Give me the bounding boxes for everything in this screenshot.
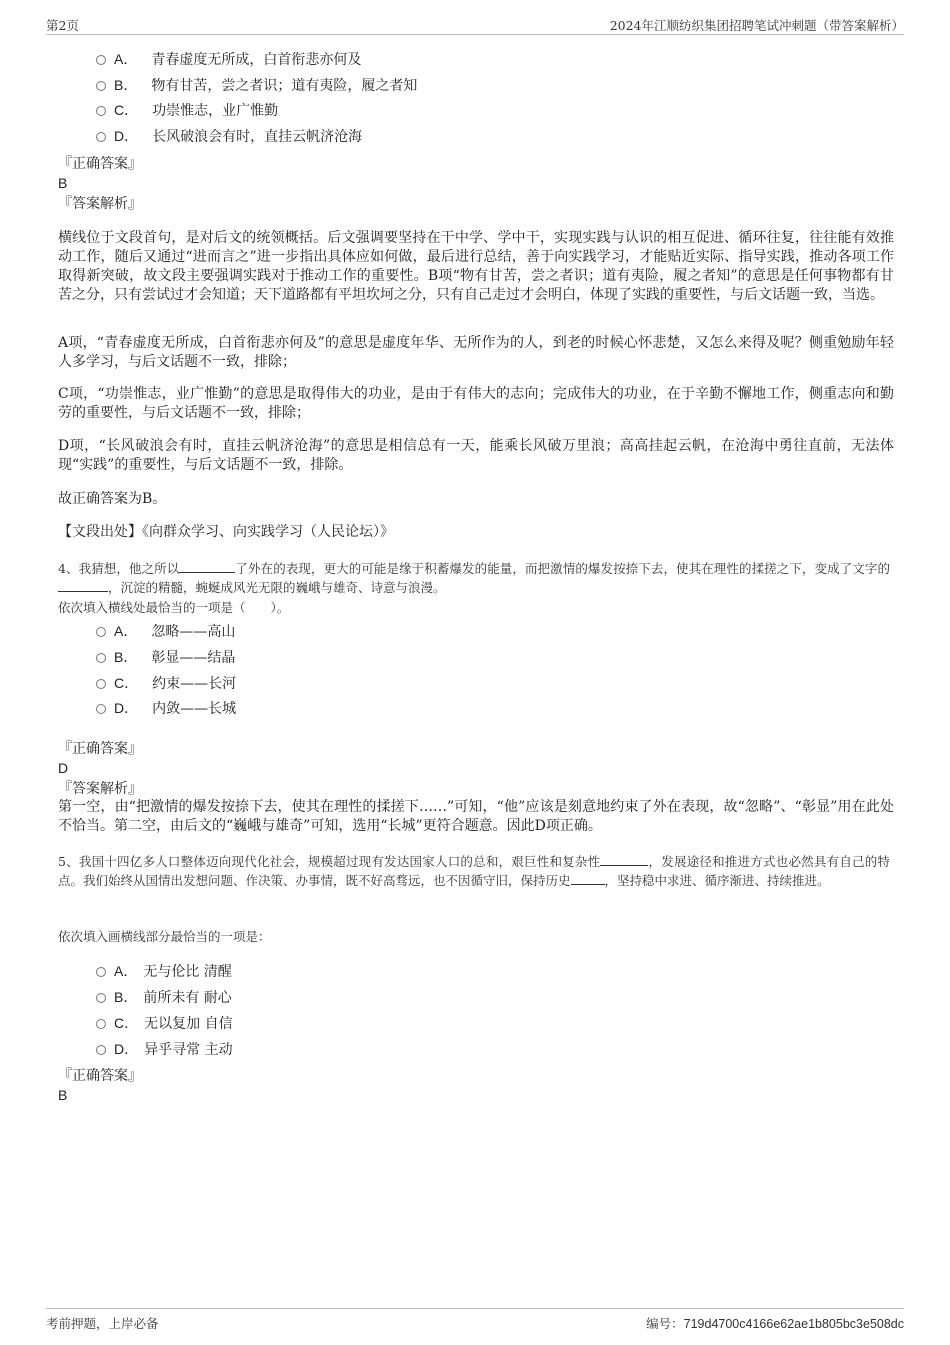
fill-blank — [600, 852, 648, 866]
q3-analysis-label: 『答案解析』 — [58, 196, 142, 212]
q4-answer-label: 『正确答案』 — [58, 741, 142, 757]
q5-prompt: 依次填入画横线部分最恰当的一项是： — [58, 929, 271, 944]
q3-option-d[interactable]: D． 长风破浪会有时，直挂云帆济沧海 — [96, 126, 362, 146]
option-text: 约束——长河 — [152, 676, 237, 692]
radio-icon[interactable] — [96, 106, 106, 116]
radio-icon[interactable] — [96, 993, 106, 1003]
option-text: 彰显——结晶 — [151, 650, 236, 666]
option-text: 异乎寻常 主动 — [144, 1042, 233, 1058]
page-number: 第2页 — [46, 18, 79, 33]
option-text: 长风破浪会有时，直挂云帆济沧海 — [152, 129, 363, 145]
radio-icon[interactable] — [96, 704, 106, 714]
radio-icon[interactable] — [96, 1045, 106, 1055]
q3-analysis-paragraph: A项，“青春虚度无所成，白首衔悲亦何及”的意思是虚度年华、无所作为的人，到老的时候心怀悲楚，又怎么来得及呢？侧重勉励年轻人多学习，与后文话题不一致，排除； — [58, 335, 894, 370]
q4-analysis-label: 『答案解析』 — [58, 781, 142, 797]
q5-option-d[interactable]: D． 异乎寻常 主动 — [96, 1039, 233, 1059]
radio-icon[interactable] — [96, 679, 106, 689]
q5-option-b[interactable]: B． 前所未有 耐心 — [96, 987, 232, 1007]
q4-prompt: 依次填入横线处最恰当的一项是（ ）。 — [58, 600, 290, 615]
q4-analysis: 第一空，由“把激情的爆发按捺下去，使其在理性的揉搓下……”可知，“他”应该是刻意地约束了外在表现，故“忽略”、“彰显”用在此处不恰当。第二空，由后文的“巍峨与雄奇”可知，选用“长城”更符合题意。因此D项正确。 — [58, 799, 894, 834]
fill-blank — [179, 559, 235, 573]
radio-icon[interactable] — [96, 55, 106, 65]
q3-analysis-paragraph: D项，“长风破浪会有时，直挂云帆济沧海”的意思是相信总有一天，能乘长风破万里浪；高高挂起云帆，在沧海中勇往直前，无法体现“实践”的重要性，与后文话题不一致，排除。 — [58, 438, 894, 473]
radio-icon[interactable] — [96, 81, 106, 91]
q3-analysis-paragraph: C项，“功崇惟志，业广惟勤”的意思是取得伟大的功业，是由于有伟大的志向；完成伟大的功业，在于辛勤不懈地工作，侧重志向和勤劳的重要性，与后文话题不一致，排除； — [58, 386, 894, 421]
radio-icon[interactable] — [96, 627, 106, 637]
q5-answer-label: 『正确答案』 — [58, 1068, 142, 1084]
radio-icon[interactable] — [96, 653, 106, 663]
page-footer — [46, 1308, 904, 1333]
q4-option-d[interactable]: D． 内敛——长城 — [96, 698, 236, 718]
fill-blank — [58, 578, 108, 592]
q4-option-b[interactable]: B． 彰显——结晶 — [96, 647, 235, 667]
q3-option-b[interactable]: B． 物有甘苦，尝之者识；道有夷险，履之者知 — [96, 75, 417, 95]
document-code: 编号：719d4700c4166e62ae1b805bc3e508dc — [646, 1316, 904, 1331]
fill-blank — [571, 871, 605, 885]
radio-icon[interactable] — [96, 1019, 106, 1029]
q5-stem: 5、我国十四亿多人口整体迈向现代化社会，规模超过现有发达国家人口的总和，艰巨性和复杂性 ，发展途径和推进方式也必然具有自己的特点。我们始终从国情出发想问题、作决策、办事情，既不好高骛远，也不因循守旧，保持历史 ，坚持稳中求进、循序渐进、持续推进。 — [58, 854, 890, 888]
radio-icon[interactable] — [96, 132, 106, 142]
page-header — [46, 14, 904, 35]
option-text: 前所未有 耐心 — [143, 990, 232, 1006]
q3-option-c[interactable]: C． 功崇惟志，业广惟勤 — [96, 100, 278, 120]
q3-source: 【文段出处】《向群众学习、向实践学习（人民论坛）》 — [58, 524, 394, 540]
footer-slogan: 考前押题，上岸必备 — [46, 1316, 159, 1331]
q3-conclusion: 故正确答案为B。 — [58, 491, 167, 507]
option-text: 无以复加 自信 — [144, 1016, 233, 1032]
q3-option-a[interactable]: A． 青春虚度无所成，白首衔悲亦何及 — [96, 49, 361, 69]
q4-answer: D — [58, 760, 69, 776]
q5-answer: B — [58, 1087, 68, 1103]
q4-option-c[interactable]: C． 约束——长河 — [96, 673, 236, 693]
q5-option-a[interactable]: A． 无与伦比 清醒 — [96, 961, 232, 981]
option-text: 忽略——高山 — [151, 624, 236, 640]
q5-option-c[interactable]: C． 无以复加 自信 — [96, 1013, 233, 1033]
option-text: 无与伦比 清醒 — [143, 964, 232, 980]
q3-answer-label: 『正确答案』 — [58, 156, 142, 172]
q3-answer: B — [58, 175, 68, 191]
q3-analysis-paragraph: 横线位于文段首句，是对后文的统领概括。后文强调要坚持在干中学、学中干，实现实践与认识的相互促进、循环往复，往往能有效推动工作，随后又通过“进而言之”进一步指出具体应如何做，最后进行总结，善于向实践学习，才能贴近实际、指导实践，推动各项工作取得新突破，故文段主要强调实践对于推动工作的重要性。B项“物有甘苦，尝之者识；道有夷险，履之者知”的意思是任何事物都有甘苦之分，只有尝试过才会知道；天下道路都有平坦坎坷之分，只有自己走过才会明白，体现了实践的重要性，与后文话题一致，当选。 — [58, 230, 894, 303]
option-text: 功崇惟志，业广惟勤 — [152, 103, 279, 119]
q4-stem: 4、我猜想，他之所以 了外在的表现，更大的可能是缘于积蓄爆发的能量，而把激情的爆发按捺下去，使其在理性的揉搓之下，变成了文字的，沉淀的精髓，蜿蜒成风光无限的巍峨与雄奇、诗意与浪漫。 — [58, 561, 890, 595]
radio-icon[interactable] — [96, 967, 106, 977]
option-text: 物有甘苦，尝之者识；道有夷险，履之者知 — [151, 78, 418, 94]
document-title: 2024年江顺纺织集团招聘笔试冲刺题（带答案解析） — [609, 18, 904, 33]
option-text: 内敛——长城 — [152, 701, 237, 717]
option-text: 青春虚度无所成，白首衔悲亦何及 — [151, 52, 362, 68]
q4-option-a[interactable]: A． 忽略——高山 — [96, 621, 235, 641]
